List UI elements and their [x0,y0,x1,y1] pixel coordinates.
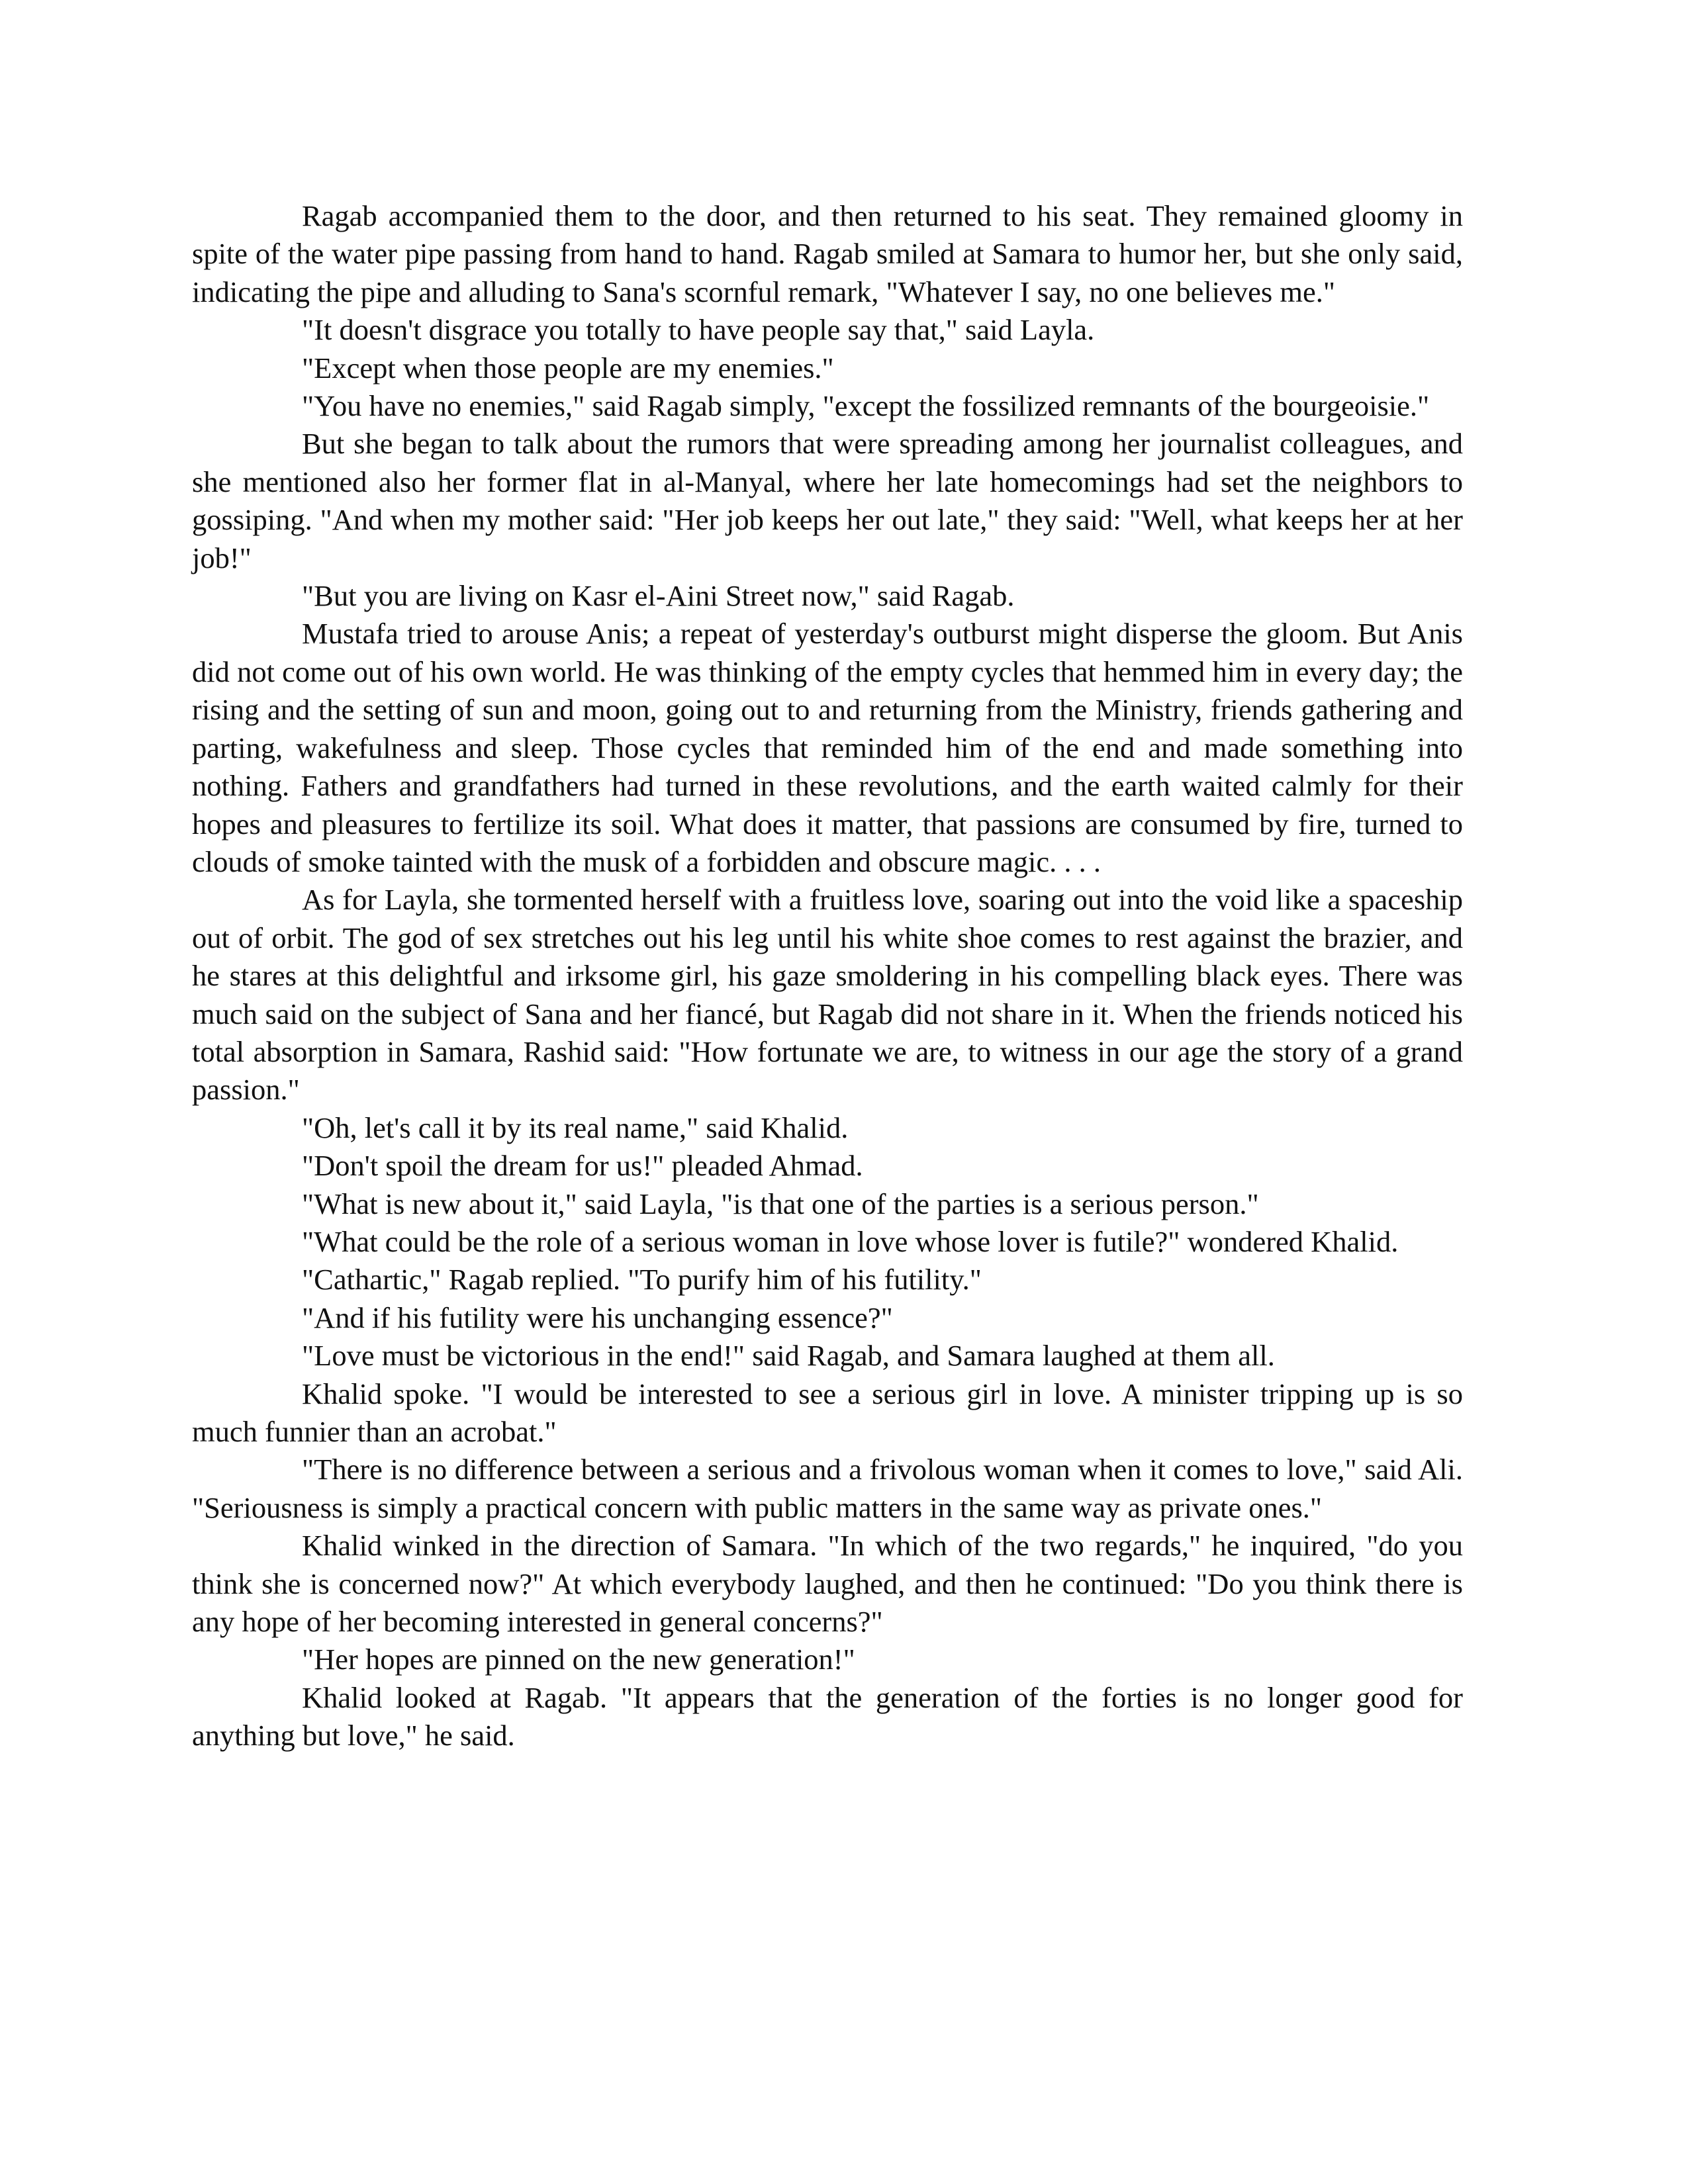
paragraph: Ragab accompanied them to the door, and then returned to his seat. They remained gloomy in spite of the water pipe passing from hand to hand. Ragab smiled at Samara to humor her, but she only said, indicating the pipe and alluding to Sana's scornful remark, "Whatever I say, no one believes me." [192,199,1463,308]
paragraph: "Except when those people are my enemies." [302,351,834,385]
paragraph: "It doesn't disgrace you totally to have people say that," said Layla. [302,313,1095,347]
paragraph: "What could be the role of a serious woman in love whose lover is futile?" wondered Khalid. [302,1224,1399,1258]
paragraph: "Oh, let's call it by its real name," said Khalid. [302,1111,849,1144]
paragraph: "What is new about it," said Layla, "is that one of the parties is a serious person." [302,1187,1259,1220]
paragraph: "There is no difference between a serious and a frivolous woman when it comes to love," said Ali. "Seriousness is simply a practical concern with public matters in the same way as private ones." [192,1453,1463,1524]
paragraph: But she began to talk about the rumors that were spreading among her journalist colleagues, and she mentioned also her former flat in al-Manyal, where her late homecomings had set the neighbors to gossiping. "And when my mother said: "Her job keeps her out late," they said: "Well, what keeps her at her job!" [192,427,1463,574]
paragraph: "Love must be victorious in the end!" said Ragab, and Samara laughed at them all. [302,1339,1275,1373]
paragraph: Khalid winked in the direction of Samara. "In which of the two regards," he inquired, "do you think she is concerned now?" At which everybody laughed, and then he continued: "Do you think there is any hope of her becoming interested in general concerns?" [192,1529,1463,1639]
paragraph: As for Layla, she tormented herself with a fruitless love, soaring out into the void like a spaceship out of orbit. The god of sex stretches out his leg until his white shoe comes to rest against the brazier, and he stares at this delightful and irksome girl, his gaze smoldering in his compelling black eyes. There was much said on the subject of Sana and her fiancé, but Ragab did not share in it. When the friends noticed his total absorption in Samara, Rashid said: "How fortunate we are, to witness in our age the story of a grand passion." [192,883,1463,1107]
paragraph: "Don't spoil the dream for us!" pleaded Ahmad. [302,1149,863,1183]
paragraph: "And if his futility were his unchanging essence?" [302,1300,893,1334]
paragraph: "Her hopes are pinned on the new generation!" [302,1643,855,1676]
paragraph: "You have no enemies," said Ragab simply, "except the fossilized remnants of the bourgeoisie." [302,389,1430,423]
paragraph: Khalid spoke. "I would be interested to see a serious girl in love. A minister tripping up is so much funnier than an acrobat." [192,1377,1463,1448]
page-body [192,197,1463,1755]
paragraph: "But you are living on Kasr el-Aini Street now," said Ragab. [302,579,1015,613]
paragraph: Khalid looked at Ragab. "It appears that the generation of the forties is no longer good for anything but love," he said. [192,1680,1463,1752]
paragraph: "Cathartic," Ragab replied. "To purify him of his futility." [302,1263,982,1297]
paragraph: Mustafa tried to arouse Anis; a repeat of yesterday's outburst might disperse the gloom. But Anis did not come out of his own world. He was thinking of the empty cycles that hemmed him in every day; the rising and the setting of sun and moon, going out to and returning from the Ministry, friends gathering and parting, wakefulness and sleep. Those cycles that reminded him of the end and made something into nothing. Fathers and grandfathers had turned in these revolutions, and the earth waited calmly for their hopes and pleasures to fertilize its soil. What does it matter, that passions are consumed by fire, turned to clouds of smoke tainted with the musk of a forbidden and obscure magic. . . . [192,617,1463,878]
